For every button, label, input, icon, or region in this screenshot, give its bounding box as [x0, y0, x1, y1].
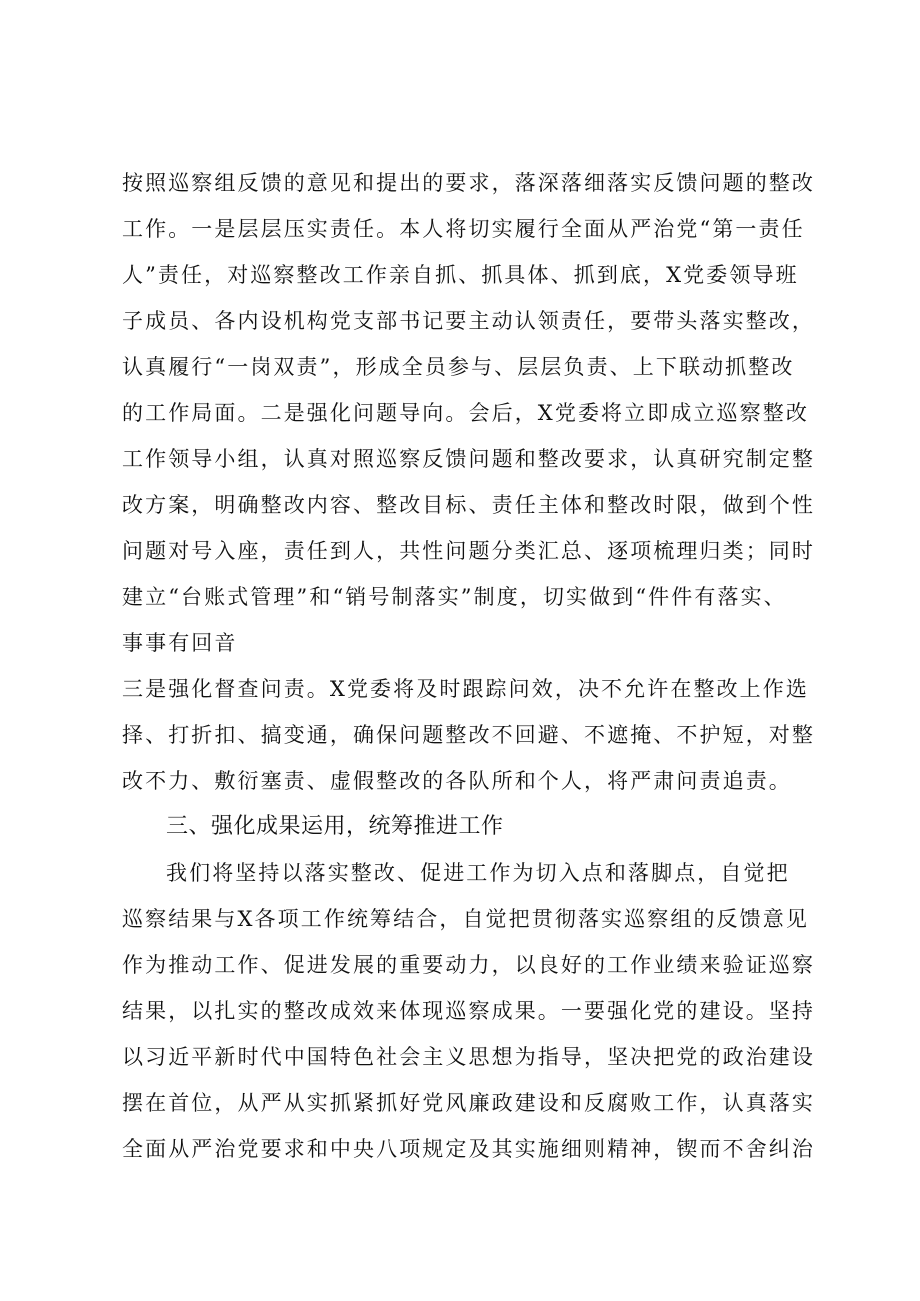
paragraph-3-line-3: 作为推动工作、促进发展的重要动力，以良好的工作业绩来验证巡察: [122, 953, 815, 977]
paragraph-1-line-2: 工作。一是层层压实责任。本人将切实履行全面从严治党“第一责任: [122, 217, 805, 241]
paragraph-1-line-4: 子成员、各内设机构党支部书记要主动认领责任，要带头落实整改，: [122, 309, 815, 333]
paragraph-2-line-1: 三是强化督查问责。X党委将及时跟踪问效，决不允许在整改上作选: [122, 677, 809, 701]
paragraph-1-line-3: 人”责任，对巡察整改工作亲自抓、抓具体、抓到底，X党委领导班: [122, 263, 799, 287]
paragraph-1-line-7: 工作领导小组，认真对照巡察反馈问题和整改要求，认真研究制定整: [122, 447, 815, 471]
paragraph-1-line-8: 改方案，明确整改内容、整改目标、责任主体和整改时限，做到个性: [122, 493, 815, 517]
paragraph-1-line-6: 的工作局面。二是强化问题导向。会后，X党委将立即成立巡察整改: [122, 401, 809, 425]
paragraph-1-line-10: 建立“台账式管理”和“销号制落实”制度，切实做到“件件有落实、: [122, 585, 787, 609]
paragraph-3-line-5: 以习近平新时代中国特色社会主义思想为指导，坚决把党的政治建设: [122, 1045, 815, 1069]
paragraph-3-line-1: 我们将坚持以落实整改、促进工作为切入点和落脚点，自觉把: [166, 861, 790, 885]
paragraph-1-line-9: 问题对号入座，责任到人，共性问题分类汇总、逐项梳理归类；同时: [122, 539, 815, 563]
paragraph-1-line-1: 按照巡察组反馈的意见和提出的要求，落深落细落实反馈问题的整改: [122, 171, 815, 195]
paragraph-3-line-7: 全面从严治党要求和中央八项规定及其实施细则精神，锲而不舍纠治: [122, 1137, 815, 1161]
paragraph-2-line-2: 择、打折扣、搞变通，确保问题整改不回避、不遮掩、不护短，对整: [122, 723, 815, 747]
paragraph-2-line-3: 改不力、敷衍塞责、虚假整改的各队所和个人，将严肃问责追责。: [122, 769, 792, 793]
paragraph-1-line-11: 事事有回音: [122, 631, 238, 655]
section-heading-3: 三、强化成果运用，统筹推进工作: [166, 814, 504, 839]
paragraph-3-line-6: 摆在首位，从严从实抓紧抓好党风廉政建设和反腐败工作，认真落实: [122, 1091, 815, 1115]
paragraph-3-line-2: 巡察结果与X各项工作统筹结合，自觉把贯彻落实巡察组的反馈意见: [122, 907, 809, 931]
paragraph-3-line-4: 结果，以扎实的整改成效来体现巡察成果。一要强化党的建设。坚持: [122, 999, 815, 1023]
paragraph-1-line-5: 认真履行“一岗双责”，形成全员参与、层层负责、上下联动抓整改: [122, 355, 795, 379]
